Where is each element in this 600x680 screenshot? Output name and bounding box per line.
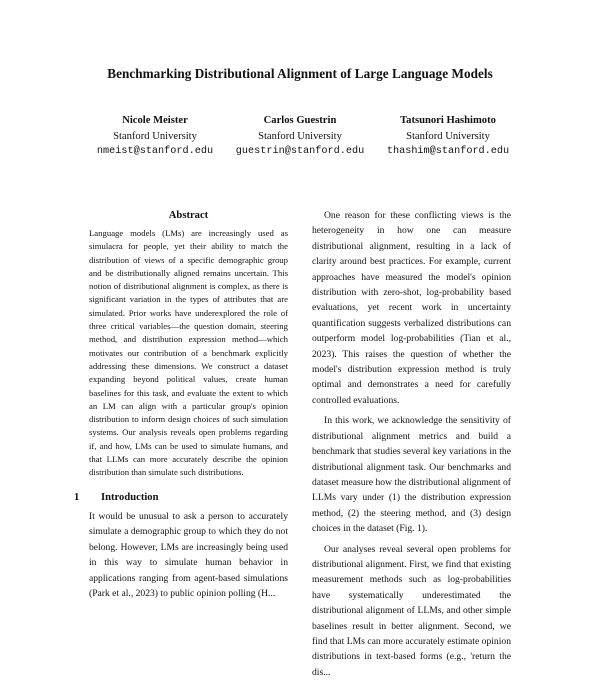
- author-email: thashim@stanford.edu: [386, 146, 510, 157]
- left-column: [74, 208, 288, 601]
- section-title: Introduction: [101, 491, 159, 503]
- body-paragraph-2: In this work, we acknowledge the sensitivity of distributional alignment metrics and build a benchmark that studies several key variations in the distributional alignment task. Our benchmarks and dataset measure how the distributional alignment of LLMs vary under (1) the distribution expression method, (2) the steering method, and (3) design choices in the dataset (Fig. 1).: [312, 415, 511, 535]
- author-email: nmeist@stanford.edu: [96, 146, 214, 157]
- author-name: Carlos Guestrin: [263, 115, 337, 126]
- author-2: [215, 113, 385, 160]
- author-affiliation: Stanford University: [258, 130, 342, 142]
- right-column: [312, 208, 511, 680]
- section-number: 1: [74, 491, 80, 503]
- author-affiliation: Stanford University: [113, 130, 197, 142]
- paper-title: Benchmarking Distributional Alignment of Large Language Models: [107, 66, 493, 81]
- section-heading-introduction: [74, 490, 273, 505]
- intro-paragraph-1: It would be unusual to ask a person to accurately simulate a demographic group to which they do not belong. However, LMs are increasingly being used in this way to simulate human behavior in applications ranging from agent-based simulations (Park et al., 2023) to public opinion polling (H...: [89, 511, 288, 600]
- author-3: [363, 113, 533, 160]
- abstract-heading: Abstract: [168, 210, 209, 221]
- body-paragraph-3: Our analyses reveal several open problems for distributional alignment. First, we find that existing measurement methods such as log-probabilities have systematically underestimated the distributional alignment of LLMs, and other simple baselines result in better alignment. Second, we find that LMs can more accurately estimate opinion distributions in text-based forms (e.g., 'return the dis...: [312, 543, 511, 678]
- author-name: Nicole Meister: [122, 115, 188, 126]
- body-paragraph-1: One reason for these conflicting views is the heterogeneity in how one can measure distributional alignment, resulting in a lack of clarity around best practices. For example, current approaches have measured the model's opinion distribution with zero-shot, log-probability based evaluations, yet recent work in uncertainty quantification suggests verbalized distributions can outperform model log-probabilities (Tian et al., 2023). This raises the question of whether the model's distribution expression method is truly optimal and demonstrates a need for carefully controlled evaluations.: [312, 210, 511, 406]
- abstract-text: Language models (LMs) are increasingly used as simulacra for people, yet their ability to match the distribution of views of a specific demographic group and be distributionally aligned remains uncertain. This notion of distributional alignment is complex, as there is significant variation in the types of attributes that are simulated. Prior works have underexplored the role of three critical variables—the question domain, steering method, and distribution expression method—which motivates our contribution of a benchmark explicitly addressing these dimensions. We construct a dataset expanding beyond political values, create human baselines for this task, and evaluate the extent to which an LM can align with a particular group's opinion distribution to inform design choices of such simulation systems. Our analysis reveals open problems regarding if, and how, LMs can be used to simulate humans, and that LLMs can more accurately describe the opinion distribution than simulate such distributions.: [89, 228, 288, 478]
- author-email: guestrin@stanford.edu: [235, 146, 365, 157]
- author-affiliation: Stanford University: [406, 130, 490, 142]
- author-name: Tatsunori Hashimoto: [400, 115, 496, 126]
